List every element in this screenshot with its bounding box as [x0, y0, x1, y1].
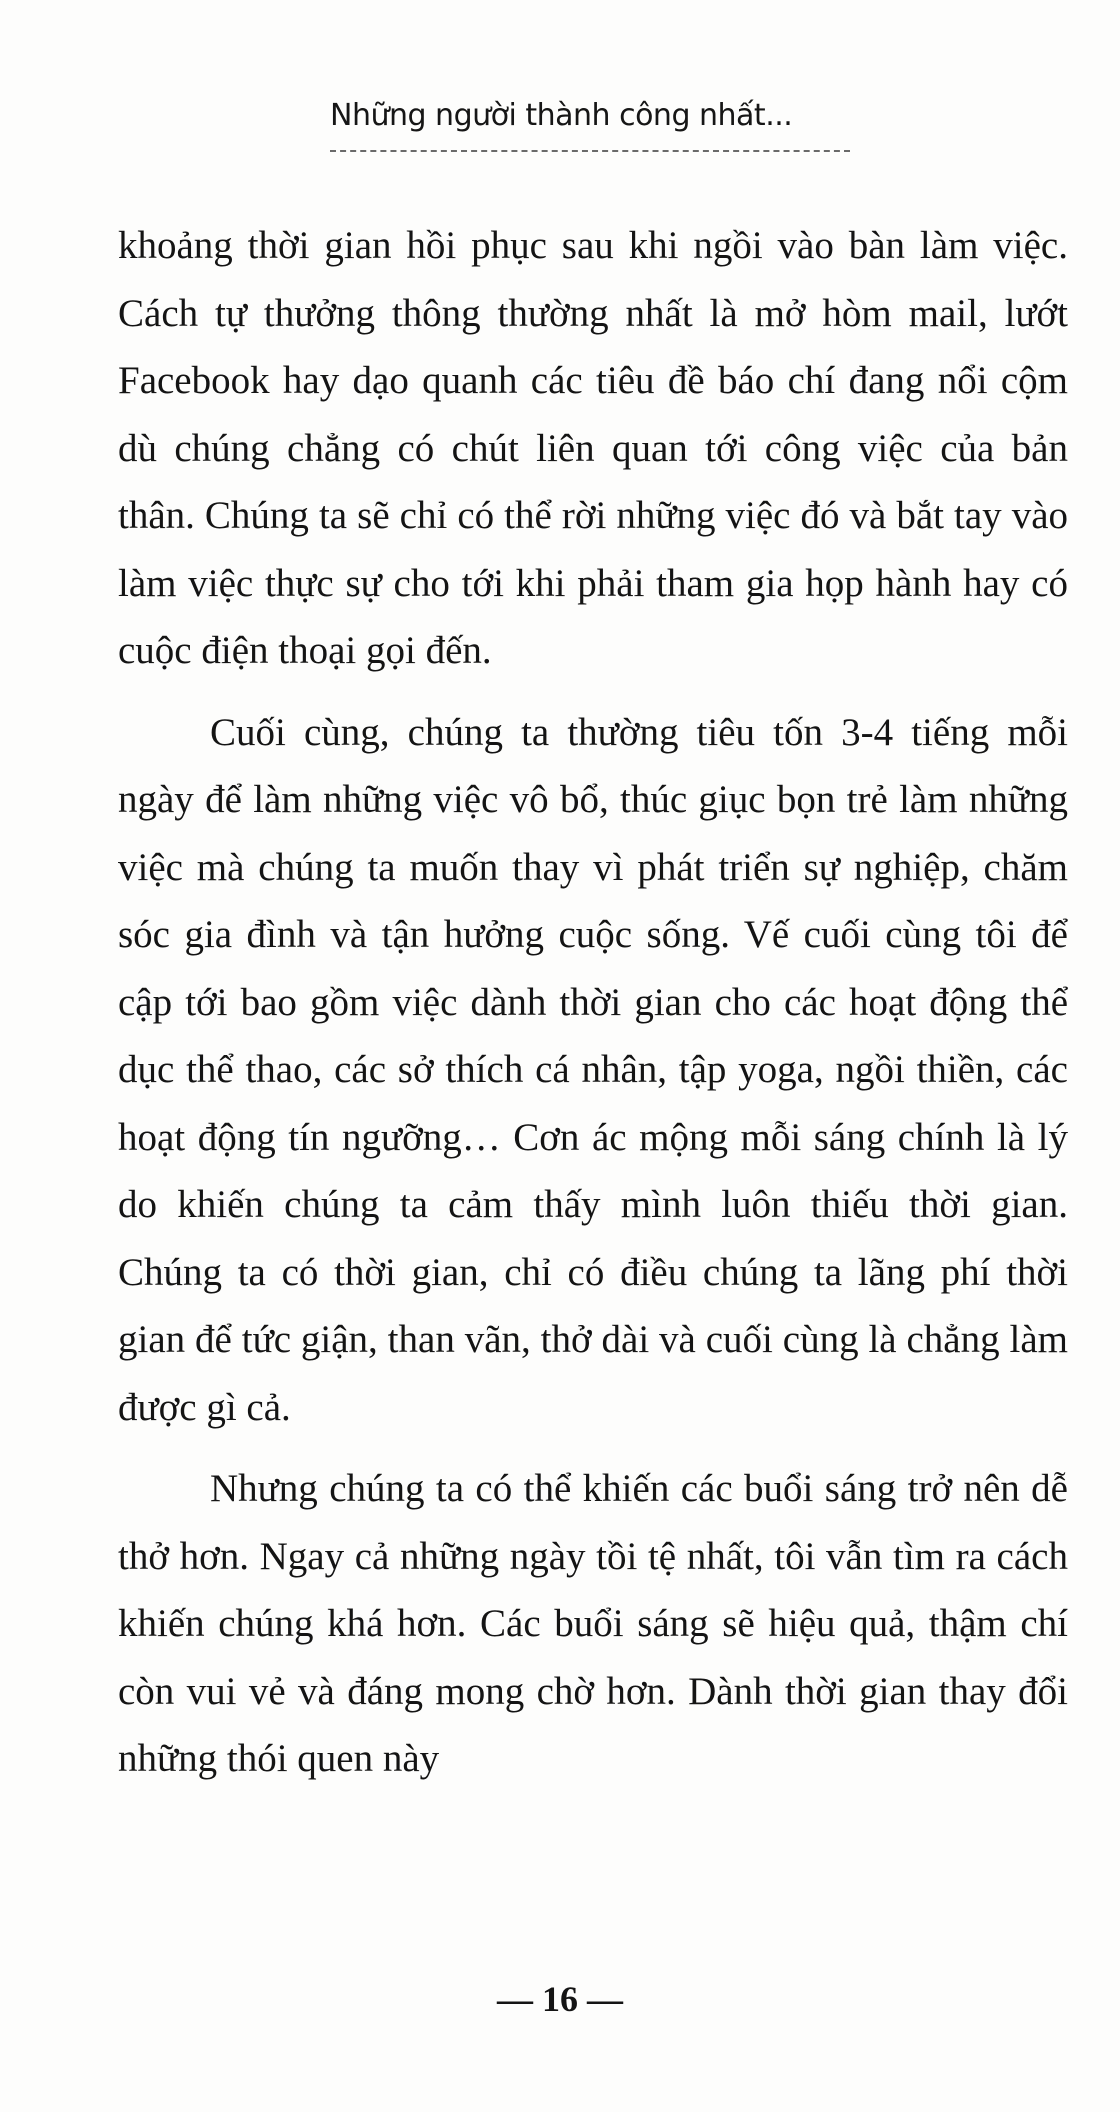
paragraph: Nhưng chúng ta có thể khiến các buổi sáng trở nên dễ thở hơn. Ngay cả những ngày tồi tệ nhất, tôi vẫn tìm ra cách khiến chúng khá hơn. Các buổi sáng sẽ hiệu quả, thậm chí còn vui vẻ và đáng mong chờ hơn. Dành thời gian thay đổi những thói quen này	[118, 1467, 1068, 1780]
paragraph: Cuối cùng, chúng ta thường tiêu tốn 3-4 tiếng mỗi ngày để làm những việc vô bổ, thúc giục bọn trẻ làm những việc mà chúng ta muốn thay vì phát triển sự nghiệp, chăm sóc gia đình và tận hưởng cuộc sống. Vế cuối cùng tôi để cập tới bao gồm việc dành thời gian cho các hoạt động thể dục thể thao, các sở thích cá nhân, tập yoga, ngồi thiền, các hoạt động tín ngưỡng… Cơn ác mộng mỗi sáng chính là lý do khiến chúng ta cảm thấy mình luôn thiếu thời gian. Chúng ta có thời gian, chỉ có điều chúng ta lãng phí thời gian để tức giận, than vãn, thở dài và cuối cùng là chẳng làm được gì cả.	[118, 710, 1068, 1429]
running-head-dashed-rule	[330, 150, 850, 152]
body-text	[118, 212, 1068, 1793]
running-head-title: Những người thành công nhất...	[330, 98, 793, 133]
page-number: — 16 —	[497, 1979, 623, 2019]
paragraph-continued: khoảng thời gian hồi phục sau khi ngồi vào bàn làm việc. Cách tự thưởng thông thường nhất là mở hòm mail, lướt Facebook hay dạo quanh các tiêu đề báo chí đang nổi cộm dù chúng chẳng có chút liên quan tới công việc của bản thân. Chúng ta sẽ chỉ có thể rời những việc đó và bắt tay vào làm việc thực sự cho tới khi phải tham gia họp hành hay có cuộc điện thoại gọi đến.	[118, 224, 1068, 672]
